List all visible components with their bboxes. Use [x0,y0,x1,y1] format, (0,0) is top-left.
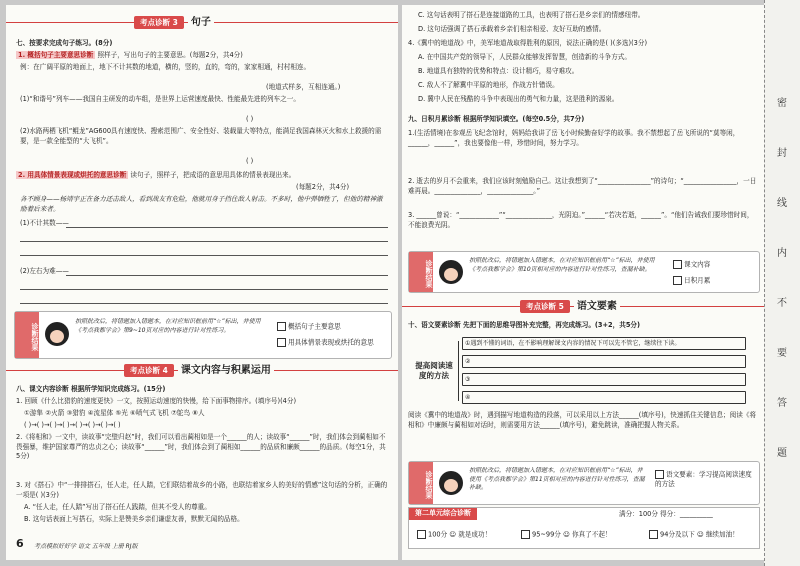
q7-sentence1: (1)“和谐号”列车——我国自主研发的动车组，是世界上运营速度最快、性能最先进的列车之一。 [20,95,300,103]
diagnosis-label: 诊断结果 [409,252,433,292]
answer-line[interactable] [20,255,388,256]
gutter-char: 密 [777,98,787,109]
answer-line[interactable] [66,275,388,276]
section4-banner [6,363,398,378]
section4-tag: 考点诊断 4 [124,364,174,378]
footer-book-title: 考点模拟好好学 语文 五年级 上册 RJ版 [34,543,138,550]
q8-option-b[interactable]: B. 这句话表面上写搭石，实际上是赞美乡亲们谦虚友善，默默无闻的品格。 [24,515,244,523]
checkbox-icon[interactable] [277,338,286,347]
q8-item1-options: ①游隼 ②火箭 ③猎豹 ④流星体 ⑤光 ⑥喷气式飞机 ⑦鸵鸟 ⑧人 [24,409,205,417]
binding-gutter [764,0,800,566]
rating-95[interactable]: 95~99分 ☺ 你真了不起！ [521,530,612,540]
q8-item4: 4.《冀中的地道战》中，美军地道战取得胜利的原因，说法正确的是( )(多选)(3分) [408,39,648,47]
checkbox-icon[interactable] [277,322,286,331]
diagnosis-item-2[interactable]: 日积月累 [673,276,757,286]
q8-option-a[interactable]: A. “任人走，任人踏”写出了搭石任人践踏，但其不受人的尊重。 [24,503,211,511]
student-avatar-icon [45,322,69,346]
rating-94[interactable]: 94分及以下 ☺ 继续加油！ [649,530,739,540]
right-page [402,5,764,560]
q8-option-c[interactable]: C. 这句话表明了搭石是连接道路的工具，也表明了搭石是乡亲们的情感纽带。 [418,11,645,19]
student-avatar-icon [439,260,463,284]
diagnosis-text: 拍照批改后，将错题加入错题本，在对应知识框前用“☆”标出，并使用《考点我都学会》第11页相对应的内容进行针对性练习，查漏补缺。 [469,467,645,491]
gutter-char: 答 [777,398,787,409]
mindmap-branch-1: ①遇到不懂的词语，在不影响理解课文内容的情况下可以先不管它，继续往下读。 [462,337,746,350]
q7-heading: 七、按要求完成句子练习。(8分) [16,39,113,47]
unit-score: 满分：100分 得分：__________ [619,510,713,518]
gutter-char: 要 [777,348,787,359]
checkbox-icon[interactable] [417,530,426,539]
section3-tag: 考点诊断 3 [134,16,184,30]
diagnosis-text: 拍照批改后，将错题加入错题本，在对应知识框前用“☆”标出，并使用《考点我都学会》第10页相对应的内容进行针对性练习，查漏补缺。 [469,257,655,273]
mindmap-bracket [458,341,459,401]
q7-part1-text: 照样子，写出句子的主要意思。(每题2分，共4分) [97,51,243,59]
section5-title: 语文要素 [574,302,620,312]
diagnosis-box-4 [408,251,760,293]
section5-banner [402,299,764,314]
q8-item3: 3. 对《搭石》中“一排排搭石，任人走，任人踏，它们联结着故乡的小路，也联结着家乡人的美好的情感”这句话的分析，正确的一项是( )(3分) [16,481,388,499]
mindmap-branch-3[interactable]: ③ [462,373,746,386]
q7-answer1-brackets[interactable]: ( ) [246,115,254,123]
gutter-char: 题 [777,448,787,459]
checkbox-icon[interactable] [673,260,682,269]
answer-line[interactable] [20,289,388,290]
section3-title: 句子 [188,18,214,28]
checkbox-icon[interactable] [521,530,530,539]
q7-part2-example: 各不顾身——杨靖宇正在备力还击敌人，看到战友有危险，他就用身子挡住敌人射击。不多时，他中弹牺牲了，但他的精神激励着后来者。 [20,195,383,213]
gutter-char: 不 [777,298,787,309]
checkbox-icon[interactable] [655,470,664,479]
q8-item2: 2.《将相和》一文中，读故事“完璧归赵”时，我们可以看出蔺相如是一个______的人；读故事“______”时，我们体会到蔺相如不畏强暴，维护国家尊严的忠贞之心；读故事“______”时，我们体会到了蔺相如______的品质和廉颇______的品质。(每空1分，共5分) [16,433,386,461]
checkbox-icon[interactable] [649,530,658,539]
section4-title: 课文内容与积累运用 [178,366,274,376]
q9-heading: 九、日积月累诊断 根据所学知识填空。(每空0.5分，共7分) [408,115,585,123]
q9-item1: 1.(生活情境)在参观岳飞纪念馆时，妈妈给我讲了岳飞小时候勤奋好学的故事。我不禁想起了岳飞所说的“莫等闲，______，______”，我也要像他一样，珍惜时间，努力学习。 [408,129,740,147]
answer-line[interactable] [66,227,388,228]
q7-example-answer: (地道式样多，互相连通。) [266,83,341,91]
gutter-char: 线 [777,198,787,209]
section5-tag: 考点诊断 5 [520,300,570,314]
diagnosis-item-1[interactable]: 概括句子主要意思 [277,322,389,332]
q10-heading: 十、语文要素诊断 先把下面的思维导图补充完整，再完成练习。(3+2，共5分) [408,321,641,329]
unit-tag: 第二单元综合诊断 [409,508,477,520]
q8-option-d[interactable]: D. 这句话强调了搭石承载着乡亲们相亲相爱、友好互助的感情。 [418,25,606,33]
answer-line[interactable] [20,303,388,304]
diagnosis-text: 拍照批改后，将错题加入错题本，在对应知识框前用“☆”标出，并使用《考点我都学会》第9~10页对应的内容进行针对性练习。 [75,318,261,334]
q7-answer2-brackets[interactable]: ( ) [246,157,254,165]
left-page [6,5,398,560]
q8-item4-option-d[interactable]: D. 冀中人民在残酷的斗争中表现出的勇气和力量，这是胜利的源泉。 [418,95,619,103]
diagnosis-label: 诊断结果 [15,312,39,358]
q9-item3: 3. ______曾说：“____________”“______________，光阴迫。”______“若决若逝，______”。“他们告诫我们要珍惜时间，不能浪费光阴。 [408,211,754,229]
q7-part1-tag: 1. 概括句子主要意思诊断 [18,51,94,59]
page-number: 6 [16,537,24,550]
mindmap-center: 提高阅读速度的方法 [415,361,453,380]
q7-part1 [16,51,388,61]
gutter-char: 封 [777,148,787,159]
q8-item4-option-a[interactable]: A. 在中国共产党的领导下，人民群众能够发挥智慧，创造新的斗争方式。 [418,53,631,61]
checkbox-icon[interactable] [673,276,682,285]
q7-part2 [16,171,388,181]
q7-part2-item2: (2)左右为难—— [20,267,69,275]
mindmap-branch-4[interactable]: ④ [462,391,746,404]
diagnosis-box-3 [14,311,392,359]
q7-part2-text: 读句子，照样子，把成语的意思用具体的情景表现出来。 [130,171,296,179]
gutter-char: 内 [777,248,787,259]
q7-sentence2: (2)水路两栖飞机“鲲龙”AG600具有速度快、搜索范围广、安全性好、装载量大等特点，能满足我国森林灭火和水上救援的需要，是一款全能型的“大飞机”。 [20,127,382,145]
diagnosis-box-5 [408,461,760,505]
q8-item4-option-b[interactable]: B. 地道具有独特的优势和特点：设计精巧，易守难攻。 [418,67,579,75]
diagnosis-item-1[interactable]: 语文要素：学习提高阅读速度的方法 [655,470,752,489]
q8-heading: 八、课文内容诊断 根据所学知识完成练习。(15分) [16,385,166,393]
answer-line[interactable] [20,241,388,242]
q7-part2-item1: (1)不计其数—— [20,219,69,227]
student-avatar-icon [439,471,463,495]
q10-paragraph: 阅读《冀中的地道战》时，遇到描写地道构造的段落，可以采用以上方法______(填序号)，快速抓住关键信息；阅读《将相和》中廉颇与蔺相如对话时，则需要用方法______(填序号)，避免跳读，准确把握人物关系。 [408,411,757,429]
diagnosis-label: 诊断结果 [409,462,433,504]
unit-summary-box [408,507,760,549]
section3-banner [6,15,398,30]
q7-part2-score: (每题2分，共4分) [296,183,350,191]
q9-item2: 2. 逝去的岁月不会重来，我们应该时刻勉励自己。这让我想到了“________________”的诗句；“________________，一日难再晨。______________，______________。” [408,177,757,195]
rating-100[interactable]: 100分 ☺ 就是成功！ [417,530,491,540]
q8-item4-option-c[interactable]: C. 敌人不了解冀中平原的地形，作战方针错误。 [418,81,559,89]
diagnosis-item-2[interactable]: 用具体情景表现或烘托的意思 [277,338,389,348]
q7-part2-tag: 2. 用具体情景表现或烘托的意思诊断 [18,171,127,179]
q8-item1-order[interactable]: ( )→( )→( )→( )→( )→( )→( )→( ) [24,421,121,429]
q7-example: 例：在广阔平原的地面上，地下不计其数的地道，横的，竖的，直的，弯的，家家相通，村村相连。 [20,63,311,71]
q8-item1: 1. 回顾《什么比猎豹的速度更快》一文，按照运动速度的快慢，给下面事物排序。(填序号)(4分) [16,397,297,405]
diagnosis-item-1[interactable]: 课文内容 [673,260,757,270]
mindmap-branch-2[interactable]: ② [462,355,746,368]
